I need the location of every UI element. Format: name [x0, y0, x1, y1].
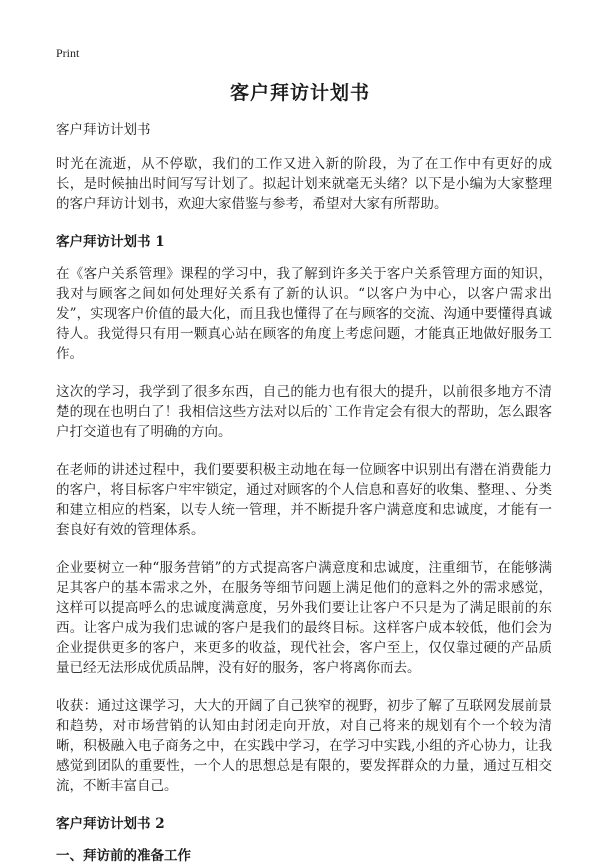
section1-paragraph: 企业要树立一种“服务营销”的方式提高客户满意度和忠诚度，注重细节，在能够满足其客户的基本需求之外，在服务等细节问题上满足他们的意料之外的需求感觉，这样可以提高呼么的忠诚度满意度，另外我们要让让客户不只是为了满足眼前的东西。让客户成为我们忠诚的客户是我们的最终目标。这样客户成本较低，他们会为企业提供更多的客户，来更多的收益，现代社会，客户至上，仅仅靠过硬的产品质量已经无法形成优质品牌，没有好的服务，客户将离你而去。 [56, 560, 552, 676]
document-subtitle: 客户拜访计划书 [56, 122, 151, 138]
section1-paragraph: 收获：通过这课学习，大大的开阔了自己狭窄的视野，初步了解了互联网发展前景和趋势，对市场营销的认知由封闭走向开放，对自己将来的规划有个一个较为清晰，积极融入电子商务之中，在实践中学习，在学习中实践,小组的齐心协力，让我感觉到团队的重要性，一个人的思想总是有限的，要发挥群众的力量，通过互相交流，不断丰富自己。 [56, 698, 552, 794]
document-body [56, 120, 552, 866]
print-label: Print [56, 46, 80, 60]
section1-paragraph: 在《客户关系管理》课程的学习中，我了解到许多关于客户关系管理方面的知识，我对与顾客之间如何处理好关系有了新的认识。“以客户为中心，以客户需求出发”，实现客户价值的最大化，而且我也懂得了在与顾客的交流、沟通中要懂得真诚待人。我觉得只有用一颗真心站在顾客的角度上考虑问题，才能真正地做好服务工作。 [56, 266, 552, 362]
section-heading-2: 客户拜访计划书 2 [56, 816, 165, 832]
page-title: 客户拜访计划书 [229, 82, 370, 104]
section1-paragraph: 在老师的讲述过程中，我们要要积极主动地在每一位顾客中识别出有潜在消费能力的客户，将目标客户牢牢锁定，通过对顾客的个人信息和喜好的收集、整理、、分类和建立相应的档案，以专人统一管理，并不断提升客户满意度和忠诚度，才能有一套良好有效的管理体系。 [56, 462, 552, 538]
section1-paragraph: 这次的学习，我学到了很多东西，自己的能力也有很大的提升，以前很多地方不清楚的现在也明白了！我相信这些方法对以后的`工作肯定会有很大的帮助，怎么跟客户打交道也有了明确的方向。 [56, 384, 552, 440]
intro-paragraph: 时光在流逝，从不停歇，我们的工作又进入新的阶段，为了在工作中有更好的成长，是时候抽出时间写写计划了。拟起计划来就毫无头绪？以下是小编为大家整理的客户拜访计划书，欢迎大家借鉴与参考，希望对大家有所帮助。 [56, 156, 552, 212]
section-heading-1: 客户拜访计划书 1 [56, 234, 165, 250]
section2-subheading: 一、拜访前的准备工作 [56, 848, 191, 864]
